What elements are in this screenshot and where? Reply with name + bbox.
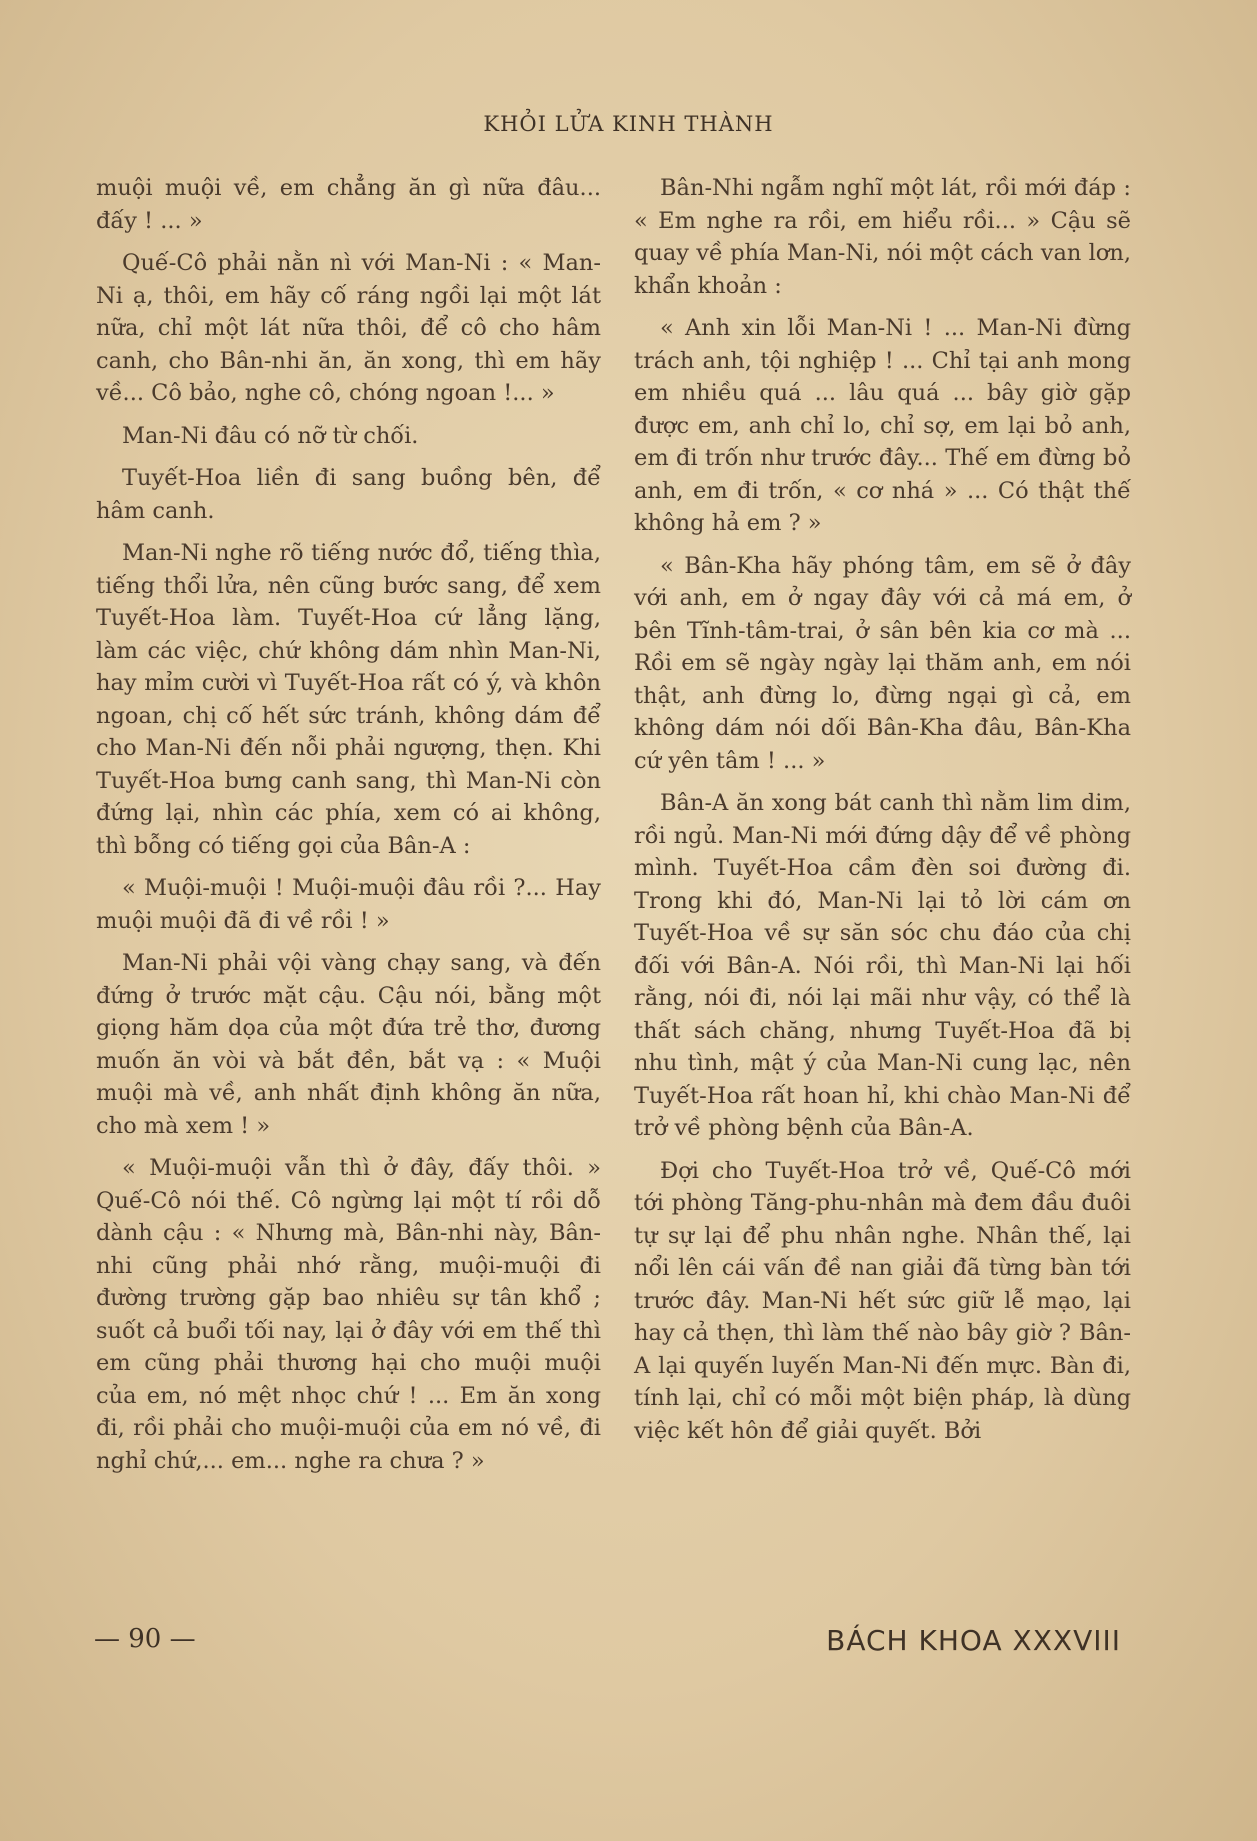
page-number: — 90 — bbox=[94, 1624, 196, 1654]
paragraph: Bân-A ăn xong bát canh thì nằm lim dim, rồi ngủ. Man-Ni mới đứng dậy để về phòng mình. Tuyết-Hoa cầm đèn soi đường đi. Trong khi đó, Man-Ni lại tỏ lời cám ơn Tuyết-Hoa về sự săn sóc chu đáo của chị đối với Bân-A. Nói rồi, thì Man-Ni lại hối rằng, nói đi, nói lại mãi như vậy, có thể là thất sách chăng, nhưng Tuyết-Hoa đã bị nhu tình, mật ý của Man-Ni cung lạc, nên Tuyết-Hoa rất hoan hỉ, khi chào Man-Ni để trở về phòng bệnh của Bân-A. bbox=[634, 790, 1131, 1141]
paragraph: Man-Ni nghe rõ tiếng nước đổ, tiếng thìa, tiếng thổi lửa, nên cũng bước sang, để xem Tuyết-Hoa làm. Tuyết-Hoa cứ lẳng lặng, làm các việc, chứ không dám nhìn Man-Ni, hay mỉm cười vì Tuyết-Hoa rất có ý, và khôn ngoan, chị cố hết sức tránh, không dám để cho Man-Ni đến nỗi phải ngượng, thẹn. Khi Tuyết-Hoa bưng canh sang, thì Man-Ni còn đứng lại, nhìn các phía, xem có ai không, thì bỗng có tiếng gọi của Bân-A : bbox=[96, 540, 601, 859]
paragraph: « Muội-muội ! Muội-muội đâu rồi ?... Hay muội muội đã đi về rồi ! » bbox=[96, 875, 601, 934]
magazine-title: BÁCH KHOA XXXVIII bbox=[826, 1624, 1121, 1657]
right-column bbox=[634, 172, 1131, 1457]
left-column bbox=[96, 172, 601, 1487]
paragraph: « Anh xin lỗi Man-Ni ! ... Man-Ni đừng trách anh, tội nghiệp ! ... Chỉ tại anh mong em nhiều quá ... lâu quá ... bây giờ gặp được em, anh chỉ lo, chỉ sợ, em lại bỏ anh, em đi trốn như trước đây... Thế em đừng bỏ anh, em đi trốn, « cơ nhá » ... Có thật thế không hả em ? » bbox=[634, 315, 1131, 536]
paragraph: Tuyết-Hoa liền đi sang buồng bên, để hâm canh. bbox=[96, 465, 601, 524]
paragraph: Man-Ni đâu có nỡ từ chối. bbox=[122, 422, 419, 449]
paragraph: muội muội về, em chẳng ăn gì nữa đâu... đấy ! ... » bbox=[96, 175, 601, 234]
paragraph: « Muội-muội vẫn thì ở đây, đấy thôi. » Quế-Cô nói thế. Cô ngừng lại một tí rồi dỗ dành cậu : « Nhưng mà, Bân-nhi này, Bân-nhi cũng phải nhớ rằng, muội-muội đi đường trường gặp bao nhiêu sự tân khổ ; suốt cả buổi tối nay, lại ở đây với em thế thì em cũng phải thương hại cho muội muội của em, nó mệt nhọc chứ ! ... Em ăn xong đi, rồi phải cho muội-muội của em nó về, đi nghỉ chứ,... em... nghe ra chưa ? » bbox=[96, 1155, 601, 1474]
paragraph: Man-Ni phải vội vàng chạy sang, và đến đứng ở trước mặt cậu. Cậu nói, bằng một giọng hăm dọa của một đứa trẻ thơ, đương muốn ăn vòi và bắt đền, bắt vạ : « Muội muội mà về, anh nhất định không ăn nữa, cho mà xem ! » bbox=[96, 950, 601, 1139]
paragraph: Đợi cho Tuyết-Hoa trở về, Quế-Cô mới tới phòng Tăng-phu-nhân mà đem đầu đuôi tự sự lại để phu nhân nghe. Nhân thế, lại nổi lên cái vấn đề nan giải đã từng bàn tới trước đây. Man-Ni hết sức giữ lễ mạo, lại hay cả thẹn, thì làm thế nào bây giờ ? Bân-A lại quyến luyến Man-Ni đến mực. Bàn đi, tính lại, chỉ có mỗi một biện pháp, là dùng việc kết hôn để giải quyết. Bởi bbox=[634, 1157, 1131, 1444]
running-header: KHỎI LỬA KINH THÀNH bbox=[483, 112, 774, 136]
paragraph: Quế-Cô phải nằn nì với Man-Ni : « Man-Ni ạ, thôi, em hãy cố ráng ngồi lại một lát nữa, chỉ một lát nữa thôi, để cô cho hâm canh, cho Bân-nhi ăn, ăn xong, thì em hãy về... Cô bảo, nghe cô, chóng ngoan !... » bbox=[96, 250, 601, 406]
paragraph: Bân-Nhi ngẫm nghĩ một lát, rồi mới đáp : « Em nghe ra rồi, em hiểu rồi... » Cậu sẽ quay về phía Man-Ni, nói một cách van lơn, khẩn khoản : bbox=[634, 175, 1131, 299]
paragraph: « Bân-Kha hãy phóng tâm, em sẽ ở đây với anh, em ở ngay đây với cả má em, ở bên Tĩnh-tâm-trai, ở sân bên kia cơ mà ... Rồi em sẽ ngày ngày lại thăm anh, em nói thật, anh đừng lo, đừng ngại gì cả, em không dám nói dối Bân-Kha đâu, Bân-Kha cứ yên tâm ! ... » bbox=[634, 552, 1131, 774]
